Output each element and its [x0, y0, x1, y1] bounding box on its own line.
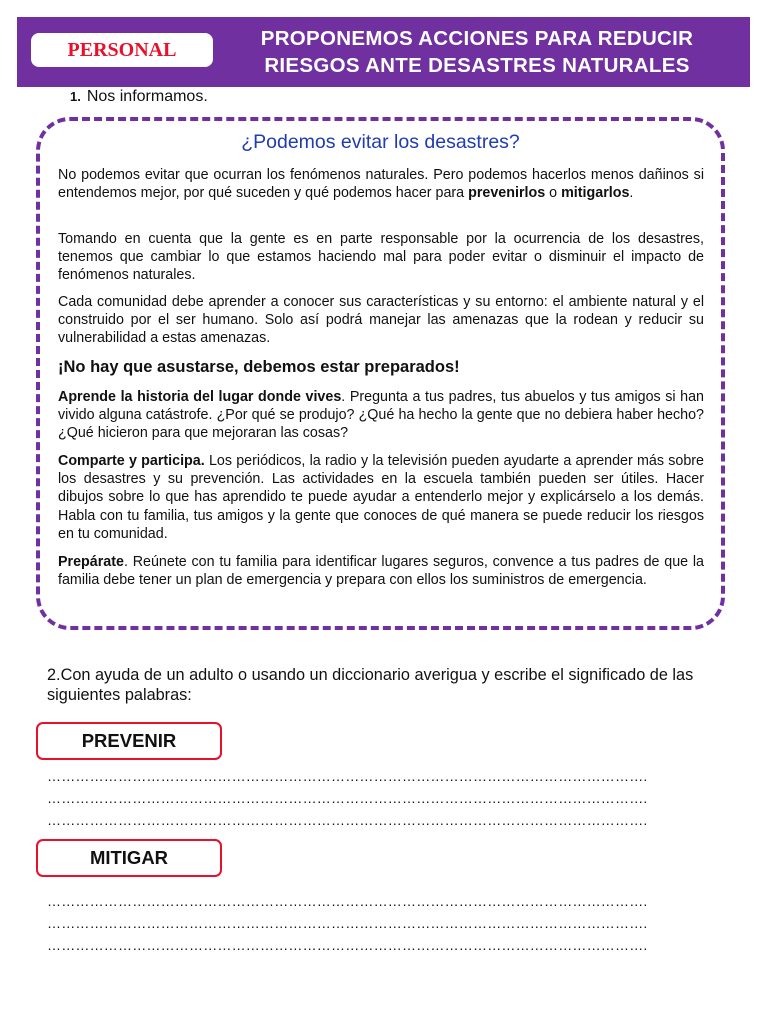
paragraph-1-bold-prevenirlos: prevenirlos: [468, 185, 546, 202]
subheading: ¡No hay que asustarse, debemos estar preparados!: [58, 358, 460, 376]
paragraph-1-bold-mitigarlos: mitigarlos: [561, 185, 630, 202]
paragraph-6-text: . Reúnete con tu familia para identificar lugares seguros, convence a tus padres de que la familia debe tener un plan de emergencia y prepara con ellos los suministros de emergencia.: [58, 554, 704, 589]
page-title-line-2: RIESGOS ANTE DESASTRES NATURALES: [264, 54, 690, 77]
paragraph-4-bold: Aprende la historia del lugar donde vives: [58, 389, 342, 405]
paragraph-3: Cada comunidad debe aprender a conocer sus características y su entorno: el ambiente natural y el construido por el ser humano. Solo así podrá manejar las amenazas que la rodean y reducir su vulnerabilidad a estas amenazas.: [58, 294, 704, 347]
word-box-mitigar: MITIGAR: [36, 839, 222, 877]
step-1-heading: [70, 88, 208, 106]
page-title-line-1: PROPONEMOS ACCIONES PARA REDUCIR: [260, 27, 694, 50]
paragraph-6-bold: Prepárate: [58, 554, 124, 570]
step-1-number: 1.: [70, 89, 81, 104]
paragraph-1-text: No podemos evitar que ocurran los fenómenos naturales. Pero podemos hacerlos menos dañinos si entendemos mejor, por qué suceden y qué podemos hacer para: [58, 167, 704, 202]
paragraph-1-end: .: [629, 185, 634, 202]
paragraph-4-text: . Pregunta a tus padres, tus abuelos y tus amigos si han vivido alguna catástrofe. ¿Por qué se produjo? ¿Qué ha hecho la gente que no debiera haber hecho? ¿Qué hicieron para que mejoraran las cosas?: [58, 389, 704, 442]
answer-line-prevenir-3[interactable]: ……………………………………………………………………………………………………………….: [47, 812, 648, 828]
word-box-prevenir: PREVENIR: [36, 722, 222, 760]
paragraph-5-text: Los periódicos, la radio y la televisión pueden ayudarte a aprender más sobre los desastres y su prevención. Las actividades en la escuela también pueden ser útiles. Hacer dibujos sobre lo que has aprendido te puede ayudar a entenderlo mejor y explicárselo a los demás. Habla con tu familia, tus amigos y la gente que conoces de qué manera se puede reducir los riesgos en tu comunidad.: [58, 453, 705, 542]
answer-line-mitigar-1[interactable]: ……………………………………………………………………………………………………………….: [47, 893, 648, 909]
paragraph-5-bold: Comparte y participa.: [58, 453, 205, 469]
answer-line-mitigar-3[interactable]: ……………………………………………………………………………………………………………….: [47, 937, 648, 953]
answer-line-mitigar-2[interactable]: ……………………………………………………………………………………………………………….: [47, 915, 648, 931]
header-banner: [17, 17, 750, 87]
answer-line-prevenir-2[interactable]: ……………………………………………………………………………………………………………….: [47, 790, 648, 806]
paragraph-1: [58, 166, 704, 202]
page-title: [222, 25, 732, 79]
answer-line-prevenir-1[interactable]: ……………………………………………………………………………………………………………….: [47, 768, 648, 784]
paragraph-5: [58, 452, 704, 543]
paragraph-4: [58, 388, 704, 443]
section-tag: PERSONAL: [31, 33, 213, 67]
info-box-title: ¿Podemos evitar los desastres?: [241, 131, 520, 153]
paragraph-6: [58, 553, 704, 589]
step-1-text: Nos informamos.: [86, 88, 208, 105]
paragraph-1-mid: o: [545, 185, 562, 202]
question-2: 2.Con ayuda de un adulto o usando un diccionario averigua y escribe el significado de las siguientes palabras:: [47, 666, 694, 704]
paragraph-2: Tomando en cuenta que la gente es en parte responsable por la ocurrencia de los desastres, tenemos que cambiar lo que estamos haciendo mal para poder evitar o disminuir el impacto de fenómenos naturales.: [58, 231, 704, 284]
